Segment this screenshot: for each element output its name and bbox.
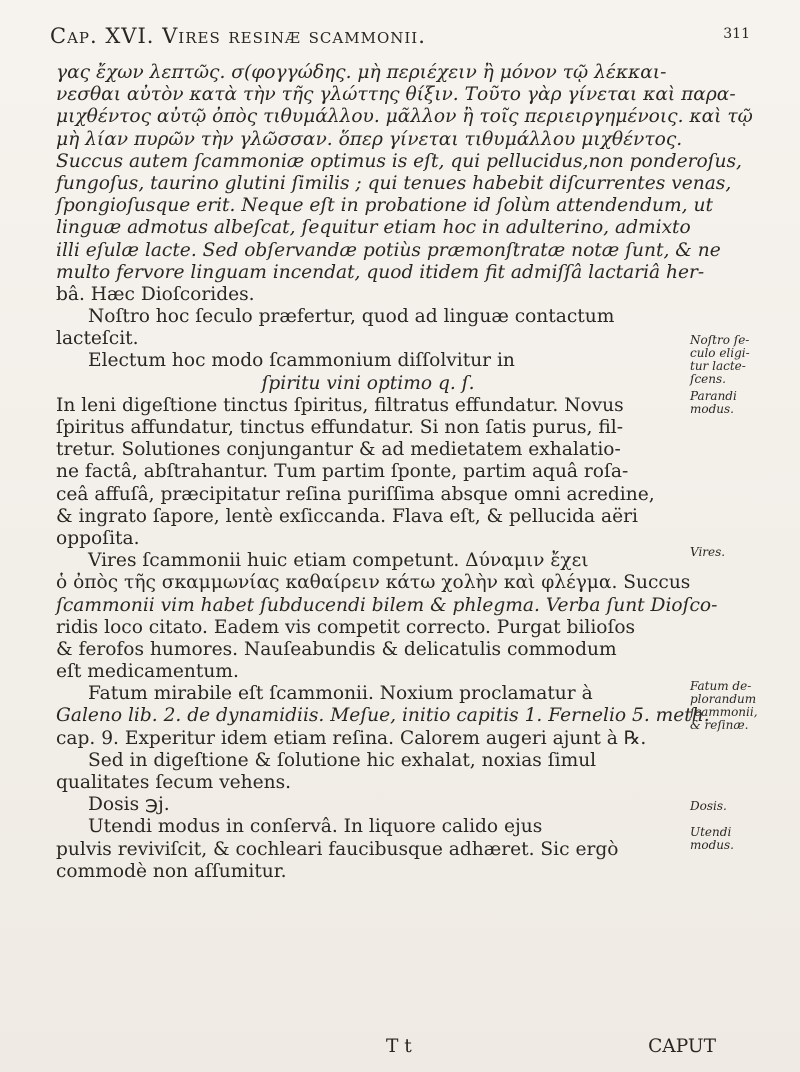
text-line: μὴ λίαν πυρῶν τὴν γλῶσσαν. ὅπερ γίνεται τιθυμάλλου μιχθέντος. — [56, 128, 683, 150]
text-line: ſpiritu vini optimo q. ſ. — [261, 372, 475, 394]
text-line: multo fervore linguam incendat, quod itidem fit admiſſâ lactariâ her- — [56, 261, 705, 283]
text-line: Sed in digeſtione & ſolutione hic exhalat, noxias ſimul — [88, 749, 597, 771]
text-line: & ferofos humores. Nauſeabundis & delicatulis commodum — [56, 638, 617, 660]
text-line: & ingrato ſapore, lentè exſiccanda. Flava eſt, & pellucida aëri — [56, 505, 638, 527]
running-head: Cap. XVI. Vires resinæ scammonii. — [50, 24, 426, 48]
text-line: oppoſita. — [56, 527, 140, 549]
text-line: ὁ ὀπὸς τῆς σκαμμωνίας καθαίρειν κάτω χολὴν καὶ φλέγμα. Succus — [56, 572, 691, 594]
text-line: qualitates ſecum vehens. — [56, 772, 292, 793]
margin-note-parandi — [690, 390, 798, 416]
text-line: ridis loco citato. Eadem vis competit correcto. Purgat bilioſos — [56, 616, 636, 638]
margin-note-line: ſcens. — [690, 372, 726, 386]
text-line: bâ. Hæc Dioſcorides. — [56, 283, 255, 305]
text-line: μιχθέντος αὐτῷ ὀπὸς τιθυμάλλου. μᾶλλον ἢ τοῖς περιειργημένοις. καὶ τῷ — [56, 106, 753, 128]
text-line: lacteſcit. — [56, 328, 139, 350]
margin-note-utendi — [690, 826, 798, 852]
text-line: pulvis reviviſcit, & cochleari faucibusque adhæret. Sic ergò — [56, 838, 619, 860]
text-line: Galeno lib. 2. de dynamidiis. Meſue, initio capitis 1. Fernelio 5. meth. — [56, 705, 710, 727]
margin-note-fatum — [690, 680, 798, 732]
text-line: γας ἔχων λεπτῶς. σ(φογγώδης. μὴ περιέχειν ἢ μόνον τῷ λέκκαι- — [56, 62, 667, 83]
text-line: Utendi modus in conſervâ. In liquore calido ejus — [88, 816, 543, 838]
text-line: ceâ affuſâ, præcipitatur reſina puriſſima absque omni acredine, — [56, 483, 655, 505]
margin-note-line: Vires. — [690, 545, 726, 559]
margin-note-dosis — [690, 800, 798, 813]
text-line: ſpongioſusque erit. Neque eſt in probatione id ſolùm attendendum, ut — [56, 195, 713, 217]
text-line: Succus autem ſcammoniæ optimus is eſt, qui pellucidus,non ponderoſus, — [56, 150, 742, 172]
margin-note-line: Fatum de- — [690, 679, 752, 693]
margin-note-nostro — [690, 334, 798, 386]
text-line: In leni digeſtione tinctus ſpiritus, filtratus effundatur. Novus — [56, 394, 624, 416]
page-number: 311 — [723, 26, 750, 42]
margin-note-line: Dosis. — [690, 799, 727, 813]
text-line: illi eſulæ lacte. Sed obſervandæ potiùs præmonſtratæ notæ ſunt, & ne — [56, 239, 721, 261]
text-line: ſpiritus affundatur, tinctus effundatur. Si non ſatis purus, fil- — [56, 417, 624, 438]
margin-note-line: & reſinæ. — [690, 718, 749, 732]
text-line: Dosis ℈j. — [88, 794, 170, 816]
text-line: ne factâ, abſtrahantur. Tum partim ſponte, partim aquâ roſa- — [56, 461, 629, 483]
text-line: fungoſus, taurino glutini ſimilis ; qui tenues habebit diſcurrentes venas, — [56, 172, 732, 194]
text-line: cap. 9. Experitur idem etiam reſina. Calorem augeri ajunt à ℞. — [56, 727, 647, 749]
margin-note-line: Parandi — [690, 389, 737, 403]
margin-note-line: Noſtro ſe- — [690, 333, 750, 347]
signature-mark: T t — [386, 1036, 412, 1057]
catchword: CAPUT — [648, 1036, 716, 1057]
text-line: ſcammonii vim habet ſubducendi bilem & phlegma. Verba ſunt Dioſco- — [56, 594, 718, 616]
margin-note-line: modus. — [690, 402, 734, 416]
margin-note-line: ſcammonii, — [690, 705, 758, 719]
text-line: tretur. Solutiones conjungantur & ad medietatem exhalatio- — [56, 439, 621, 461]
margin-note-line: modus. — [690, 838, 734, 852]
page-header — [50, 20, 750, 50]
text-line: linguæ admotus albeſcat, ſequitur etiam hoc in adulterino, admixto — [56, 217, 691, 239]
text-line: Vires ſcammonii huic etiam competunt. Δύναμιν ἔχει — [88, 550, 589, 572]
text-line: Electum hoc modo ſcammonium diſſolvitur in — [88, 350, 515, 372]
margin-note-line: culo eligi- — [690, 346, 750, 360]
margin-note-line: plorandum — [690, 692, 757, 706]
margin-note-line: Utendi — [690, 825, 732, 839]
text-line: commodè non aſſumitur. — [56, 860, 287, 882]
margin-note-vires — [690, 546, 798, 559]
text-line: νεσθαι αὐτὸν κατὰ τὴν τῆς γλώττης θίξιν. Τοῦτο γὰρ γίνεται καὶ παρα- — [56, 84, 736, 106]
text-line: eſt medicamentum. — [56, 661, 239, 683]
text-line: Fatum mirabile eſt ſcammonii. Noxium proclamatur à — [88, 683, 593, 705]
text-line: Noſtro hoc ſeculo præfertur, quod ad linguæ contactum — [88, 306, 615, 328]
margin-note-line: tur lacte- — [690, 359, 746, 373]
page-footer — [56, 1036, 746, 1060]
